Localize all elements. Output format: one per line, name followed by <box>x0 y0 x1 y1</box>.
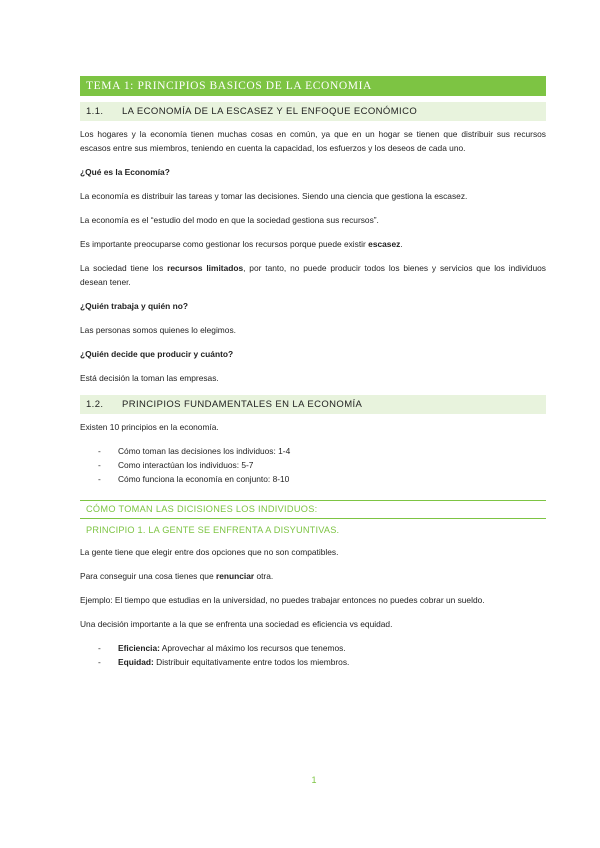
paragraph: Ejemplo: El tiempo que estudias en la universidad, no puedes trabajar entonces no puedes cobrar un sueldo. <box>80 595 485 605</box>
text-run: Es importante preocuparse como gestionar los recursos porque puede existir <box>80 239 369 249</box>
subsection-heading: CÓMO TOMAN LAS DICISIONES LOS INDIVIDUOS: <box>80 500 546 519</box>
paragraph: La gente tiene que elegir entre dos opciones que no son compatibles. <box>80 547 339 557</box>
paragraph: Existen 10 principios en la economía. <box>80 422 219 432</box>
list-item <box>80 472 546 486</box>
list-item-text: Como interactúan los individuos: 5-7 <box>118 460 254 470</box>
paragraph <box>80 237 546 251</box>
bold-term: recursos limitados <box>167 263 244 273</box>
text-run: La sociedad tiene los <box>80 263 168 273</box>
list-item <box>80 458 546 472</box>
text-run: otra. <box>254 571 274 581</box>
paragraph <box>80 569 546 583</box>
text-run: . <box>400 239 403 249</box>
list-item <box>80 444 546 458</box>
dash-bullet: - <box>98 460 101 470</box>
paragraph: La economía es el “estudio del modo en que la sociedad gestiona sus recursos”. <box>80 215 379 225</box>
principle-heading: PRINCIPIO 1. LA GENTE SE ENFRENTA A DISYUNTIVAS. <box>86 525 340 535</box>
bold-term: escasez <box>368 239 401 249</box>
list-item-text: Cómo toman las decisiones los individuos: 1-4 <box>118 446 291 456</box>
bold-term: renunciar <box>215 571 255 581</box>
page-content <box>80 76 546 678</box>
section-number: 1.2. <box>86 399 104 410</box>
list-item-text: Cómo funciona la economía en conjunto: 8-10 <box>118 474 290 484</box>
question-heading: ¿Qué es la Economía? <box>80 167 170 177</box>
question-heading: ¿Quién trabaja y quién no? <box>80 301 188 311</box>
bold-term: Equidad: <box>118 657 154 667</box>
section-title: PRINCIPIOS FUNDAMENTALES EN LA ECONOMÍA <box>122 399 363 410</box>
paragraph: La economía es distribuir las tareas y tomar las decisiones. Siendo una ciencia que gestiona la escasez. <box>80 191 468 201</box>
paragraph: Los hogares y la economía tienen muchas cosas en común, ya que en un hogar se tienen que distribuir sus recursos escasos entre sus miembros, teniendo en cuenta la capacidad, los esfuerzos y los deseos de cada uno. <box>80 129 546 153</box>
text-run: , por tanto, no puede producir todos los bienes y servicios que los individuos desean tener. <box>80 263 546 287</box>
question-heading: ¿Quién decide que producir y cuánto? <box>80 349 234 359</box>
paragraph <box>80 261 546 289</box>
section-title: LA ECONOMÍA DE LA ESCASEZ Y EL ENFOQUE ECONÓMICO <box>122 106 418 117</box>
paragraph: Está decisión la toman las empresas. <box>80 373 219 383</box>
chapter-heading: TEMA 1: PRINCIPIOS BASICOS DE LA ECONOMIA <box>80 76 546 96</box>
paragraph: Una decisión importante a la que se enfrenta una sociedad es eficiencia vs equidad. <box>80 619 393 629</box>
page-number: 1 <box>311 775 317 785</box>
dash-bullet: - <box>98 474 101 484</box>
section-heading-1-2 <box>80 395 546 414</box>
efficiency-equity-list <box>80 641 546 669</box>
dash-bullet: - <box>98 643 101 653</box>
list-item <box>80 655 546 669</box>
dash-bullet: - <box>98 446 101 456</box>
section-heading-1-1 <box>80 102 546 121</box>
list-item <box>80 641 546 655</box>
principles-list <box>80 444 546 486</box>
paragraph: Las personas somos quienes lo elegimos. <box>80 325 236 335</box>
bold-term: Eficiencia: <box>118 643 160 653</box>
section-number: 1.1. <box>86 106 104 117</box>
list-item-text: Distribuir equitativamente entre todos los miembros. <box>153 657 350 667</box>
dash-bullet: - <box>98 657 101 667</box>
list-item-text: Aprovechar al máximo los recursos que tenemos. <box>159 643 346 653</box>
text-run: Para conseguir una cosa tienes que <box>80 571 216 581</box>
